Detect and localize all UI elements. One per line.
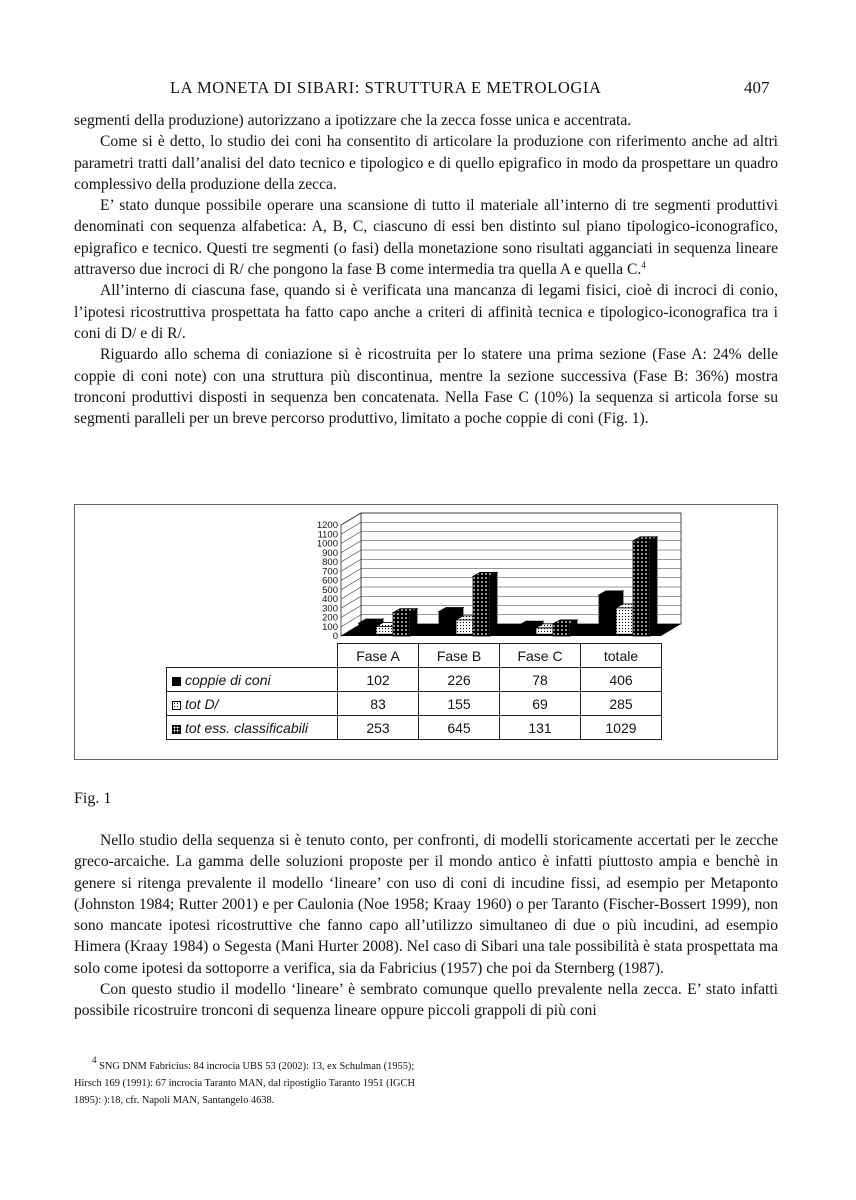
data-label: 69 bbox=[500, 692, 581, 716]
paragraph: Nello studio della sequenza si è tenuto conto, per confronti, di modelli storicamente accertati per le zecche greco-arcaiche. La gamma delle soluzioni proposte per il mondo antico è infatti piuttosto ampia e benchè in genere si ritenga prevalente il modello ‘lineare’ con uso di coni di incudine fissi, ad esempio per Metaponto (Johnston 1984; Rutter 2001) e per Caulonia (Noe 1958; Kraay 1960) o per Taranto (Fischer-Bossert 1999), non sono mancate ipotesi ricostruttive che fanno capo all’utilizzo simultaneo di due o più incudini, ad esempio Himera (Kraay 1984) o Segesta (Mani Hurter 2008). Nel caso di Sibari una tale possibilità è stata prospettata ma solo come ipotesi da sottoporre a verifica, sia da Fabricius (1957) che poi da Sternberg (1987). bbox=[74, 832, 778, 977]
paragraph: Con questo studio il modello ‘lineare’ è sembrato comunque quello prevalente nella zecca. E’ stato infatti possibile ricostruire tronconi di sequenza lineare oppure piccoli grappoli di più coni bbox=[74, 981, 778, 1020]
footnote-text: SNG DNM Fabricius: 84 incrocia UBS 53 (2002): 13, ex Schulman (1955); Hirsch 169 (1991): 67 incrocia Taranto MAN, dal ripostiglio Taranto 1951 (IGCH 1895): ):18, cfr. Napoli MAN, Santangelo 4638. bbox=[74, 1061, 415, 1106]
y-tick-label: 1100 bbox=[317, 529, 338, 541]
y-tick-label: 0 bbox=[332, 631, 338, 642]
bar-front bbox=[393, 613, 410, 636]
bar-side bbox=[410, 609, 417, 636]
bar bbox=[393, 609, 417, 636]
legend-swatch-solid bbox=[172, 677, 181, 686]
bar-front bbox=[376, 627, 393, 635]
table-row bbox=[167, 668, 662, 692]
bar-front bbox=[519, 625, 536, 632]
series-name: coppie di coni bbox=[185, 671, 271, 688]
bar-front bbox=[456, 620, 473, 634]
y-tick-label: 200 bbox=[322, 612, 338, 624]
y-tick-label: 800 bbox=[322, 557, 338, 568]
y-tick-label: 1000 bbox=[316, 538, 338, 550]
paragraph: segmenti della produzione) autorizzano a ipotizzare che la zecca fosse unica e accentrata. bbox=[74, 112, 632, 129]
bar-front bbox=[599, 595, 616, 633]
legend-entry bbox=[167, 668, 338, 692]
y-tick-label: 600 bbox=[322, 575, 338, 587]
bar-front bbox=[536, 628, 553, 634]
chart-data-table bbox=[166, 643, 662, 740]
data-label: 285 bbox=[581, 692, 662, 716]
bar bbox=[553, 620, 577, 636]
y-tick-label: 900 bbox=[322, 547, 338, 559]
bar-front bbox=[633, 541, 650, 636]
data-label: 645 bbox=[419, 716, 500, 740]
legend-entry bbox=[167, 692, 338, 716]
bar-front bbox=[616, 608, 633, 634]
bar-front bbox=[473, 576, 490, 636]
data-label: 406 bbox=[581, 668, 662, 692]
data-label: 155 bbox=[419, 692, 500, 716]
legend-entry bbox=[167, 716, 338, 740]
table-header-row bbox=[167, 644, 662, 668]
category-label: totale bbox=[581, 644, 662, 668]
table-row bbox=[167, 716, 662, 740]
data-label: 78 bbox=[500, 668, 581, 692]
y-tick-label: 300 bbox=[322, 603, 338, 615]
y-tick-label: 400 bbox=[322, 594, 338, 605]
running-title: LA MONETA DI SIBARI: STRUTTURA E METROLOGIA bbox=[170, 78, 602, 97]
y-tick-label: 100 bbox=[322, 621, 338, 633]
footnote bbox=[74, 1055, 419, 1109]
table-row bbox=[167, 692, 662, 716]
data-label: 102 bbox=[338, 668, 419, 692]
bar-front bbox=[439, 611, 456, 632]
paragraph: Come si è detto, lo studio dei coni ha consentito di articolare la produzione con riferimento anche ad altri parametri tratti dall’analisi del dato tecnico e tipologico e di quello epigrafico in modo da prospettare un quadro complessivo della produzione della zecca. bbox=[74, 133, 778, 193]
footnote-reference: 4 bbox=[641, 260, 646, 271]
category-label: Fase A bbox=[338, 644, 419, 668]
legend-swatch-light bbox=[172, 701, 181, 710]
paragraph: All’interno di ciascuna fase, quando si è verificata una mancanza di legami fisici, cioè di incroci di conio, l’ipotesi ricostruttiva prospettata ha fatto capo anche a criteri di affinità tecnica e tipologico-iconografica tra i coni di D/ e di R/. bbox=[74, 282, 778, 342]
bar-side bbox=[490, 572, 497, 636]
bar bbox=[633, 537, 657, 636]
data-label: 83 bbox=[338, 692, 419, 716]
data-label: 1029 bbox=[581, 716, 662, 740]
bar-front bbox=[359, 623, 376, 632]
footnotes bbox=[74, 1055, 419, 1109]
y-tick-label: 1200 bbox=[316, 520, 338, 531]
footnote-marker: 4 bbox=[92, 1055, 97, 1065]
category-label: Fase C bbox=[500, 644, 581, 668]
page-number: 407 bbox=[744, 78, 770, 97]
bar bbox=[473, 572, 497, 636]
bar-side bbox=[650, 537, 657, 636]
figure-caption: Fig. 1 bbox=[74, 790, 112, 807]
y-tick-label: 500 bbox=[322, 584, 338, 596]
body-text-bottom bbox=[74, 830, 778, 1022]
series-name: tot ess. classificabili bbox=[185, 719, 308, 736]
series-name: tot D/ bbox=[185, 695, 219, 712]
y-tick-label: 700 bbox=[322, 566, 338, 578]
legend-swatch-dots bbox=[172, 725, 181, 734]
data-label: 226 bbox=[419, 668, 500, 692]
paragraph-text: E’ stato dunque possibile operare una scansione di tutto il materiale all’interno di tre segmenti produttivi denominati con sequenza alfabetica: A, B, C, ciascuno di essi ben distinto sul piano tipologico-iconografico, epigrafico e tecnico. Questi tre segmenti (o fasi) della monetazione sono risultati agganciati in sequenza lineare attraverso due incroci di R/ che pongono la fase B come intermedia tra quella A e quella C. bbox=[74, 197, 778, 279]
paragraph: Riguardo allo schema di coniazione si è ricostruita per lo statere una prima sezione (Fase A: 24% delle coppie di coni note) con una struttura più discontinua, mentre la sezione successiva (Fase B: 36%) mostra tronconi produttivi disposti in sequenza ben concatenata. Nella Fase C (10%) la sequenza si articola forse su segmenti paralleli per un breve percorso produttivo, limitato a poche coppie di coni (Fig. 1). bbox=[74, 346, 778, 428]
data-label: 253 bbox=[338, 716, 419, 740]
bar-front bbox=[553, 624, 570, 636]
data-label: 131 bbox=[500, 716, 581, 740]
category-label: Fase B bbox=[419, 644, 500, 668]
